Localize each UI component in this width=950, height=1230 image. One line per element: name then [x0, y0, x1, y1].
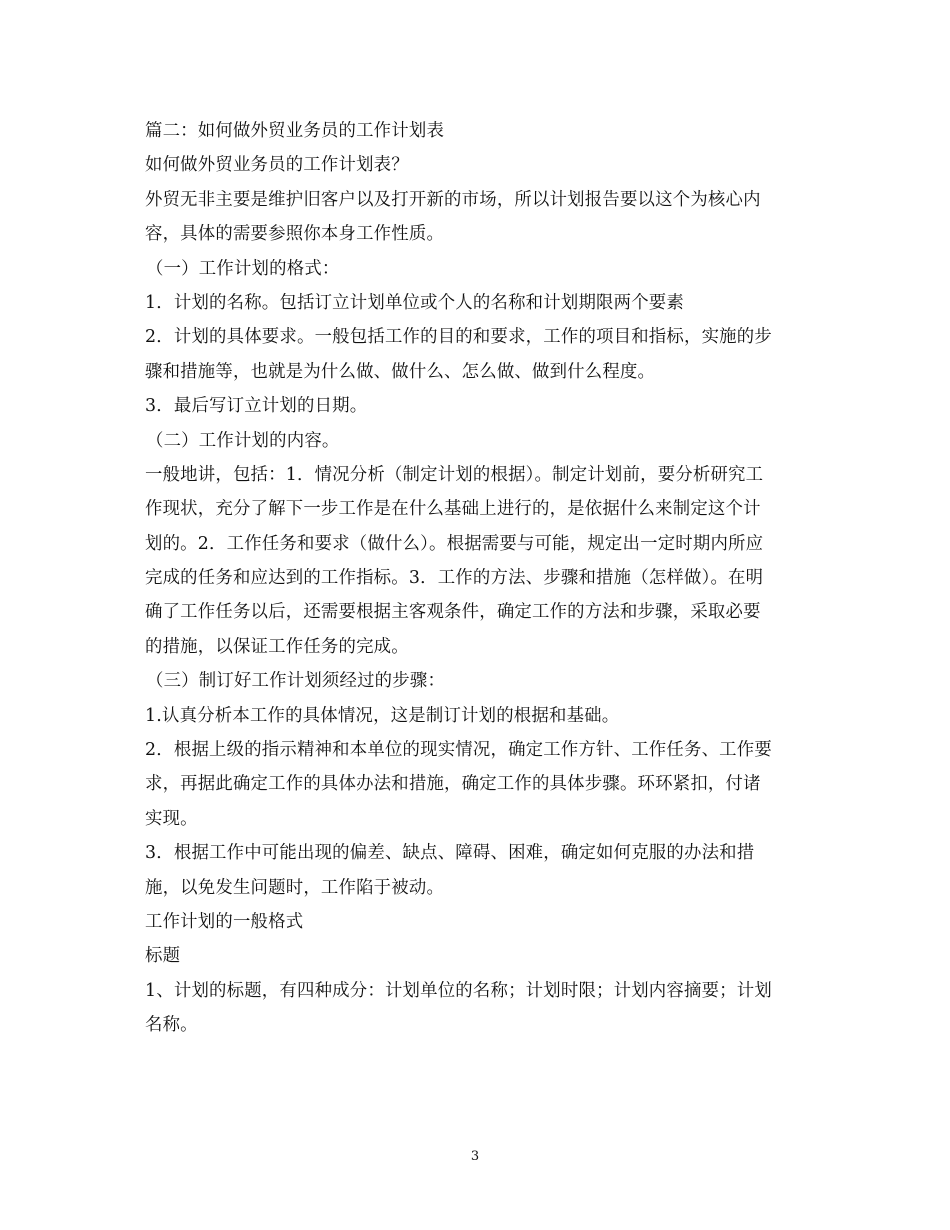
list-item-line: 施，以免发生问题时，工作陷于被动。 [145, 877, 445, 898]
body-text-line: 完成的任务和应达到的工作指标。3．工作的方法、步骤和措施（怎样做）。在明 [145, 568, 764, 589]
list-item-line: 1.认真分析本工作的具体情况，这是制订计划的根据和基础。 [145, 705, 620, 726]
body-text-line: 外贸无非主要是维护旧客户以及打开新的市场，所以计划报告要以这个为核心内 [145, 189, 761, 210]
body-text-line: 划的。2．工作任务和要求（做什么）。根据需要与可能，规定出一定时期内所应 [145, 533, 764, 554]
list-item-line: 名称。 [145, 1015, 198, 1036]
list-item-line: 1、计划的标题，有四种成分：计划单位的名称；计划时限；计划内容摘要；计划 [145, 980, 772, 1001]
list-item-line: 2．根据上级的指示精神和本单位的现实情况，确定工作方针、工作任务、工作要 [145, 740, 772, 761]
body-text-line: 的措施，以保证工作任务的完成。 [145, 636, 409, 657]
list-item-line: 求，再据此确定工作的具体办法和措施，确定工作的具体步骤。环环紧扣，付诸 [145, 774, 761, 795]
list-item-line: 1．计划的名称。包括订立计划单位或个人的名称和计划期限两个要素 [145, 292, 684, 313]
body-text-line: 一般地讲，包括：1．情况分析（制定计划的根据）。制定计划前，要分析研究工 [145, 464, 764, 485]
list-item-line: 2．计划的具体要求。一般包括工作的目的和要求，工作的项目和指标，实施的步 [145, 327, 772, 348]
page-number: 3 [470, 1149, 480, 1164]
list-item-line: 骤和措施等，也就是为什么做、做什么、怎么做、做到什么程度。 [145, 361, 656, 382]
document-body [145, 114, 810, 1043]
heading-general-format: 工作计划的一般格式 [145, 911, 304, 932]
body-text-line: 确了工作任务以后，还需要根据主客观条件，确定工作的方法和步骤，采取必要 [145, 602, 761, 623]
list-item-line: 3．最后写订立计划的日期。 [145, 396, 368, 417]
subheading-content: （二）工作计划的内容。 [146, 430, 340, 451]
list-item-line: 3．根据工作中可能出现的偏差、缺点、障碍、困难，确定如何克服的办法和措 [145, 843, 755, 864]
subheading-format: （一）工作计划的格式： [146, 258, 340, 279]
section-question: 如何做外贸业务员的工作计划表？ [145, 155, 409, 176]
body-text-line: 容，具体的需要参照你本身工作性质。 [145, 224, 445, 245]
subheading-steps: （三）制订好工作计划须经过的步骤： [146, 671, 446, 692]
list-item-line: 实现。 [145, 808, 198, 829]
body-text-line: 作现状，充分了解下一步工作是在什么基础上进行的，是依据什么来制定这个计 [145, 499, 761, 520]
heading-title: 标题 [145, 946, 181, 967]
section-title: 篇二：如何做外贸业务员的工作计划表 [145, 121, 445, 141]
